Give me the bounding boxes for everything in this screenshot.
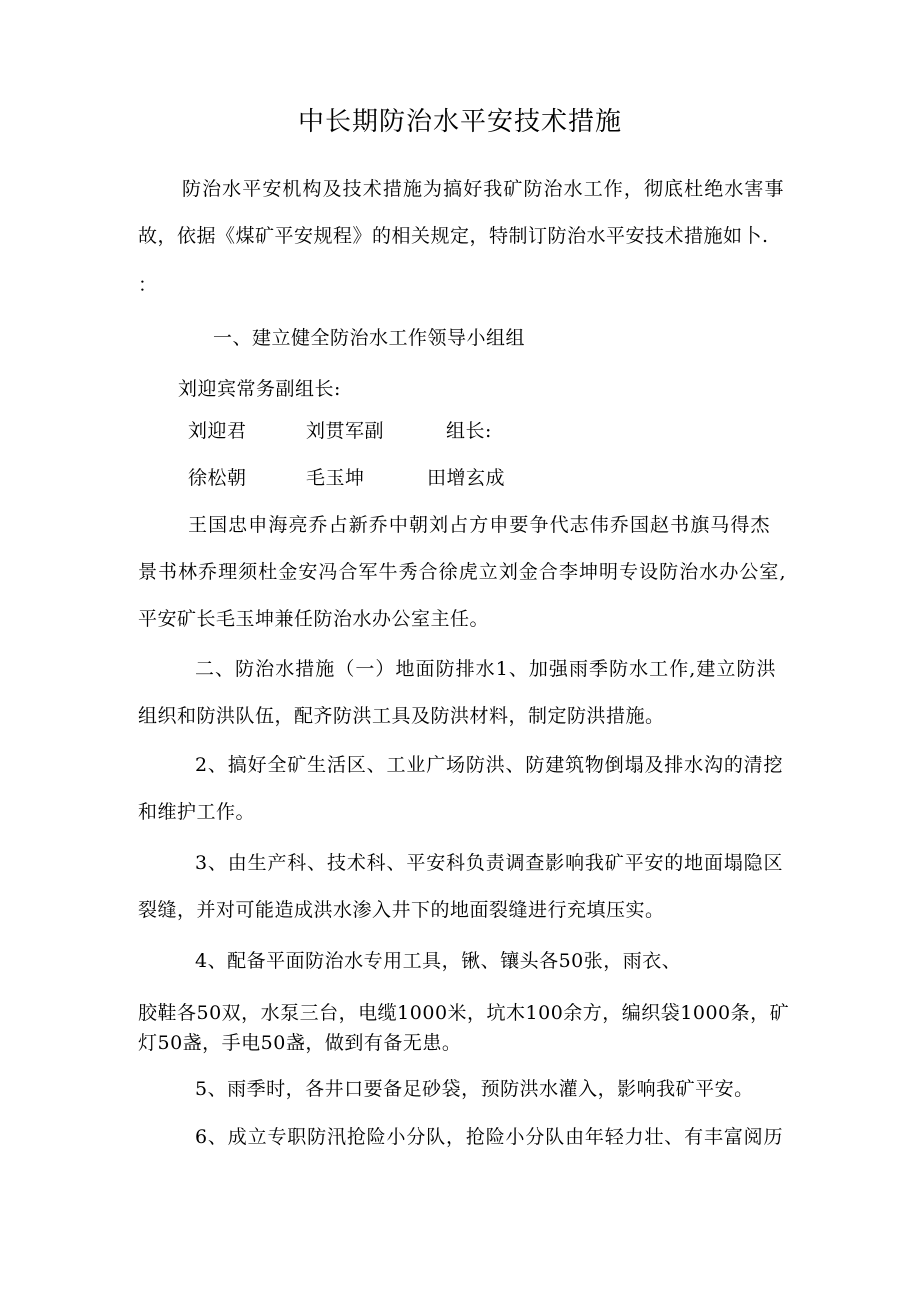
- members-line-1: 王国忠申海亮乔占新乔中朝刘占方申要争代志伟乔国赵书旗马得杰: [188, 514, 770, 536]
- name-liu-guanjun: 刘贯军副: [306, 420, 385, 442]
- members-line-3: 平安矿长毛玉坤兼任防治水办公室主任。: [138, 608, 490, 630]
- label-group-leader: 组长:: [446, 420, 492, 442]
- name-liu-yingjun: 刘迎君: [188, 420, 247, 442]
- item2-line-2: 和维护工作。: [138, 801, 256, 823]
- item3-line-1: 3、由生产科、技术科、平安科负责调查影响我矿平安的地面塌隐区: [195, 852, 783, 874]
- name-mao-yukun: 毛玉坤: [306, 467, 365, 489]
- item4-line-3: 灯50盏，手电50盏，做到有备无患。: [138, 1032, 462, 1054]
- name-tian-zengxuancheng: 田增玄成: [427, 467, 506, 489]
- item4-line-1: 4、配备平面防治水专用工具，锹、镶头各50张，雨衣、: [195, 950, 682, 972]
- item5-line-1: 5、雨季时，各井口要备足砂袋，预防洪水灌入，影响我矿平安。: [195, 1078, 754, 1100]
- item2-line-1: 2、搞好全矿生活区、工业广场防洪、防建筑物倒塌及排水沟的清挖: [195, 754, 783, 776]
- intro-line-1: 防治水平安机构及技术措施为搞好我矿防治水工作，彻底杜绝水害事: [182, 178, 784, 200]
- name-xu-songchao: 徐松朝: [188, 467, 247, 489]
- section2-line-2: 组织和防洪队伍，配齐防洪工具及防洪材料，制定防洪措施。: [138, 705, 665, 727]
- item3-line-2: 裂缝，并对可能造成洪水渗入井下的地面裂缝进行充填压实。: [138, 899, 665, 921]
- section1-heading: 一、建立健全防治水工作领导小组组: [213, 327, 526, 349]
- item4-line-2: 胶鞋各50双，水泵三台，电缆1000米，坑木100余方，编织袋1000条，矿: [138, 1002, 790, 1024]
- intro-line-3: ：: [138, 274, 158, 296]
- intro-line-2: 故，依据《煤矿平安规程》的相关规定，特制订防治水平安技术措施如卜.: [138, 225, 769, 247]
- section2-line-1: 二、防治水措施（一）地面防排水1、加强雨季防水工作,建立防洪: [195, 658, 776, 680]
- document-title: 中长期防治水平安技术措施: [297, 107, 622, 137]
- item6-line-1: 6、成立专职防汛抢险小分队，抢险小分队由年轻力壮、有丰富阅历: [195, 1126, 783, 1148]
- members-line-2: 景书林乔理须杜金安冯合军牛秀合徐虎立刘金合李坤明专设防治水办公室,: [138, 561, 786, 583]
- leader-line: 刘迎宾常务副组长:: [178, 378, 341, 400]
